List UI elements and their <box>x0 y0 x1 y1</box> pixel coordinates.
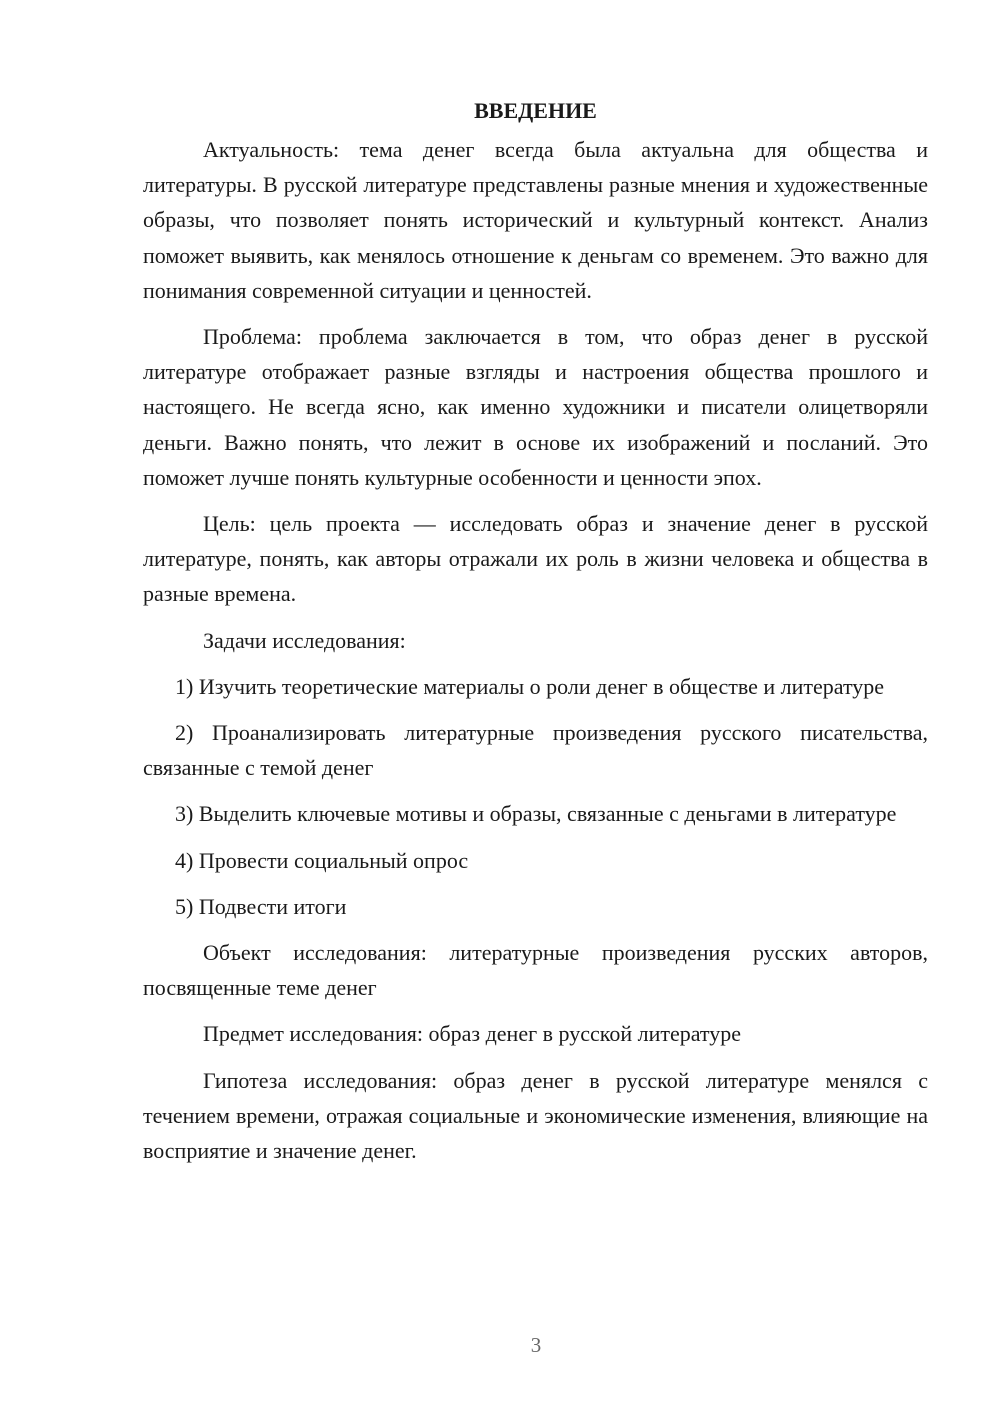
task-item-5: 5) Подвести итоги <box>175 893 347 919</box>
problem-paragraph: Проблема: проблема заключается в том, что образ денег в русской литературе отображает разные взгляды и настроения общества прошлого и настоящего. Не всегда ясно, как именно художники и писатели олицетворяли деньги. Важно понять, что лежит в основе их изображений и посланий. Это поможет лучше понять культурные особенности и ценности эпох. <box>143 324 928 490</box>
goal-paragraph: Цель: цель проекта — исследовать образ и значение денег в русской литературе, понять, как авторы отражали их роль в жизни человека и общества в разные времена. <box>143 511 928 607</box>
hypothesis-paragraph: Гипотеза исследования: образ денег в русской литературе менялся с течением времени, отражая социальные и экономические изменения, влияющие на восприятие и значение денег. <box>143 1067 928 1164</box>
relevance-paragraph: Актуальность: тема денег всегда была актуальна для общества и литературы. В русской литературе представлены разные мнения и художественные образы, что позволяет понять исторический и культурный контекст. Анализ поможет выявить, как менялось отношение к деньгам со временем. Это важно для понимания современной ситуации и ценностей. <box>143 137 928 303</box>
object-paragraph: Объект исследования: литературные произведения русских авторов, посвященные теме денег <box>143 940 928 1001</box>
subject-paragraph: Предмет исследования: образ денег в русской литературе <box>203 1021 742 1047</box>
document-page <box>143 94 928 1179</box>
task-item-2: 2) Проанализировать литературные произведения русского писательства, связанные с темой денег <box>143 720 928 781</box>
page-number: 3 <box>530 1333 542 1357</box>
tasks-heading: Задачи исследования: <box>203 627 406 653</box>
page-title: ВВЕДЕНИЕ <box>474 98 597 123</box>
task-item-1: 1) Изучить теоретические материалы о роли денег в обществе и литературе <box>175 673 885 699</box>
task-item-4: 4) Провести социальный опрос <box>175 847 469 873</box>
task-item-3: 3) Выделить ключевые мотивы и образы, связанные с деньгами в литературе <box>175 801 897 827</box>
